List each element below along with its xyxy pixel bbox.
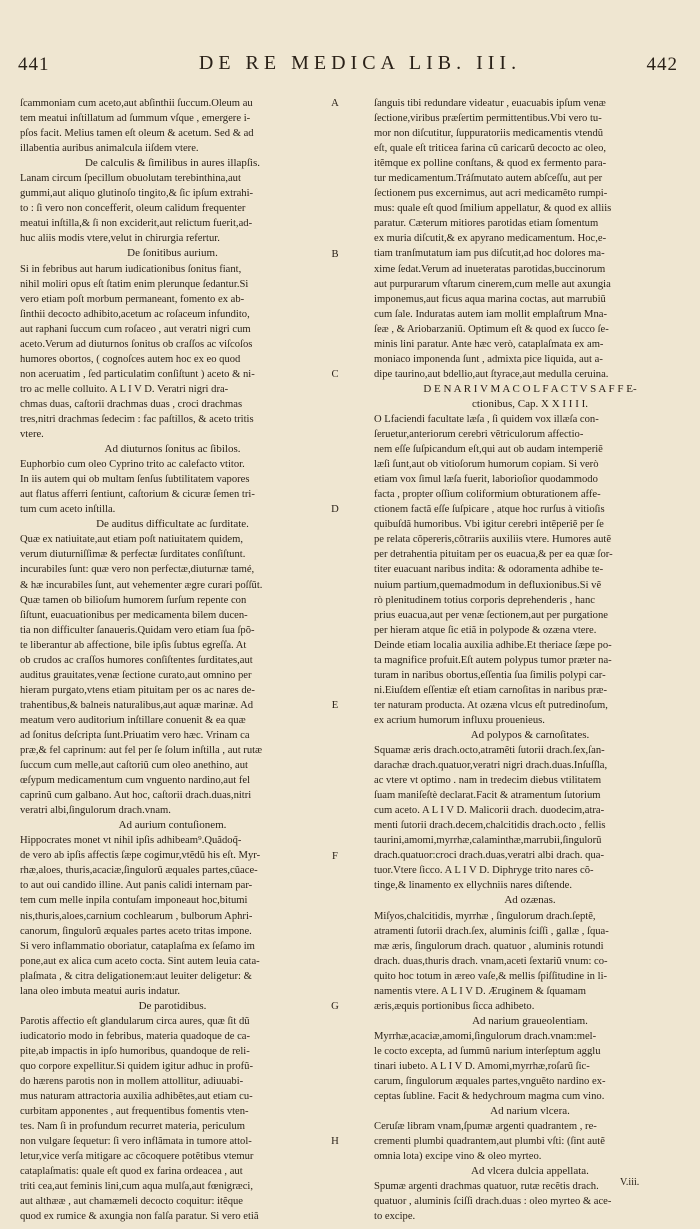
text-line: æris,æquis portionibus ſicca adhibeto. <box>374 1000 535 1012</box>
text-line: Ceruſæ libram vnam,ſpumæ argenti quadrantem , re- <box>374 1121 597 1133</box>
text-line: Euphorbio cum oleo Cyprino trito ac calefacto vtitor. <box>20 459 245 471</box>
text-line: auditus grauitates,venæ ſectione curato,aut omnino per <box>20 669 252 681</box>
text-line: vtere. <box>20 429 44 441</box>
text-line: do hærens parotis non in mollem attollitur, adiuuabi- <box>20 1076 244 1088</box>
catchword: V.iii. <box>620 1177 640 1188</box>
text-line: moniaco imponenda ſunt , admixta pice liquida, aut a- <box>374 353 603 365</box>
section-heading: De calculis & ſimilibus in aures illapſis. <box>84 157 261 170</box>
text-line: paratur. Cæterum mitiores parotidas etiam ſomentum <box>374 218 599 230</box>
text-line: imponemus,aut ficus aqua marina coctas, aut marrubiũ <box>374 293 606 305</box>
text-line: Si vero inflammatio oboriatur, cataplaſma ex ſeſamo im <box>20 940 255 952</box>
text-line: xime ſedat.Verum ad inueteratas parotidas,buccinorum <box>374 263 606 275</box>
margin-letter-d: D <box>331 504 339 516</box>
text-line: canorum, ſingulorũ æquales partes aceto tritas impone. <box>20 925 252 937</box>
text-line: tinge,& linamento ex ellychniis nares diſtende. <box>374 880 572 892</box>
text-line: namentis vtere. A L I V D. Æruginem & ſquamam <box>374 985 586 997</box>
text-line: ſiſtunt, euacuationibus per medicamenta bilem ducen- <box>20 609 248 621</box>
text-line: tuor.Vtere ſicco. A L I V D. Diphryge trito nares cõ- <box>374 865 594 877</box>
text-line: cum aceto. A L I V D. Malicorii drach. duodecim,atra- <box>374 805 605 817</box>
section-heading: De auditus difficultate ac ſurditate. <box>96 518 249 531</box>
text-line: titer euacuant naribus indita: & odoramenta adhibe te- <box>374 564 604 576</box>
section-heading: De ſonitibus aurium. <box>127 247 218 260</box>
text-line: chmas duas, caſtorii drachmas duas , croci drachmas <box>20 398 243 410</box>
margin-letter-f: F <box>332 850 338 862</box>
text-line: quod ex rumice & axungia non falſa paratur. Si vero etiã <box>20 1211 259 1223</box>
text-line: incurabiles ſunt: quæ vero non perfectæ,diuturnæ tamé, <box>20 564 255 576</box>
text-line: tro ac melle colluito. A L I V D. Veratri nigri dra- <box>20 383 229 395</box>
section-heading: Ad aurium contuſionem. <box>118 819 227 832</box>
section-heading: Ad vlcera dulcia appellata. <box>471 1165 589 1178</box>
text-line: letur,vice verſa mitigare ac cõcoquere potẽtibus vtemur <box>20 1151 254 1163</box>
text-line: Spumæ argenti drachmas quatuor, rutæ recẽtis drach. <box>374 1181 599 1193</box>
text-line: lana oleo imbuta meatui auris indatur. <box>20 985 181 997</box>
section-heading: De parotidibus. <box>138 999 207 1012</box>
text-line: ſuam maniſeſtè declarat.Facit & atramentum ſutorium <box>374 790 601 802</box>
text-line: In iis autem qui ob multam ſenſus ſubtilitatem vapores <box>20 474 250 486</box>
text-line: huc aliis modis vtere,velut in chirurgia refertur. <box>20 233 220 245</box>
left-page-number: 441 <box>18 54 50 75</box>
text-line: crementi plumbi quadrantem,aut plumbi vſti: (ſint autẽ <box>374 1136 605 1148</box>
section-heading: ctionibus, Cap. X X I I I I. <box>471 397 589 410</box>
text-line: mæ æris, ſingulorum drach. quatuor , aluminis rotundi <box>374 940 604 952</box>
text-line: Quæ ex natiuitate,aut etiam poſt natiuitatem quidem, <box>20 534 244 546</box>
text-line: ſinthii decocto adhibito,acetum ac roſaceum infundito, <box>20 308 250 320</box>
text-line: nihil moliri opus eſt ſtatim enim plerunque ſedantur.Si <box>20 278 249 290</box>
text-line: ad ſonitus deſcripta ſunt.Priuatim vero hæc. Vrinam ca <box>20 729 250 741</box>
text-line: tum cum aceto inſtilla. <box>20 504 116 516</box>
text-line: O Lfaciendi facultate læſa , ſi quidem vox illæſa con- <box>374 413 599 425</box>
text-line: Si in febribus aut harum iudicationibus ſonitus fiant, <box>20 263 242 275</box>
text-line: mus: quale eſt quod ſmilium appellatur, & quod ex alliis <box>374 203 612 215</box>
text-line: itẽmque ex polline conſtans, & quod ex fermento para- <box>374 158 607 170</box>
text-line: ni.Eiuſdem eſſentiæ eſt etiam carnoſitas in naribus præ- <box>374 684 608 696</box>
text-line: quito hoc totum in æreo vaſe,& mellis ſpiſſitudine in li- <box>374 970 608 982</box>
text-line: atramenti ſutorii drach.ſex, aluminis ſciſſi , gallæ , ſqua- <box>374 925 609 937</box>
text-line: Parotis affectio eſt glandularum circa aures, quæ ſit dũ <box>20 1015 250 1027</box>
text-line: tiam tranſmutatum iam pus diſcutit,ad hoc dolores ma- <box>374 248 605 260</box>
text-line: ob crudos ac craſſos humores conſiſtentes ſurditates,aut <box>20 654 253 666</box>
text-line: cataplaſmatis: quale eſt quod ex farina ordeacea , aut <box>20 1166 243 1178</box>
page-header <box>0 52 700 86</box>
text-line: quibuſdã humoribus. Vbi igitur cerebri intẽperiẽ per ſe <box>374 519 604 531</box>
text-line: gummi,aut aliquo glutinoſo tingito,& ſic ipſum extrahi- <box>20 188 254 200</box>
section-heading: Ad narium vlcera. <box>490 1105 570 1118</box>
text-line: darachæ drach.quatuor,veratri nigri drach.duas.Inſuſſla, <box>374 760 608 772</box>
text-line: meatui inſtilla,& ſi non exciderit,aut relictum fuerit,ad- <box>20 218 253 230</box>
section-heading: Ad polypos & carnoſitates. <box>470 728 590 741</box>
text-line: non vulgare ſequetur: ſi vero inflãmata in tumore attol- <box>20 1136 252 1148</box>
section-heading: Ad ozænas. <box>504 894 556 907</box>
text-line: tia non difficulter ſanaueris.Quidam vero etiam ſua ſpõ- <box>20 624 255 636</box>
margin-letter-c: C <box>331 368 339 380</box>
text-line: tres,nitri drachmas ſedecim : fac paſtillos, & aceto tritis <box>20 413 254 425</box>
text-line: facta , propter oſſium coliformium obturationem affe- <box>374 489 601 501</box>
left-text-column <box>20 96 325 1225</box>
text-line: per hieram atque ſic etiã in polypode & ozæna vtere. <box>374 624 597 636</box>
text-line: aut althææ , aut chamæmeli decocto coquitur: itẽque <box>20 1196 243 1208</box>
text-line: mus naturam attractoria auxilia adhibẽtes,aut etiam cu- <box>20 1091 253 1103</box>
section-heading: D E N A R I V M A C O L F A C T V S A F F E- <box>423 382 637 395</box>
text-line: taurini,amomi,myrrhæ,calaminthæ,marrubii,ſingulorũ <box>374 835 602 847</box>
text-line: Lanam circum ſpecillum obuolutam terebinthina,aut <box>20 173 241 185</box>
text-line: quatuor , aluminis ſciſſi drach.duas : oleo myrteo & ace- <box>374 1196 612 1208</box>
text-line: ta magnifice profuit.Eſt autem polypus tumor præter na- <box>374 654 612 666</box>
text-line: trahentibus,& balneis naturalibus,aut aquæ marinæ. Ad <box>20 699 254 711</box>
text-line: vero etiam poſt morbum permaneant, fomento ex ab- <box>20 293 245 305</box>
text-line: tem cum melle inpila contuſam imponeaut hoc,bitumi <box>20 895 248 907</box>
text-line: omnia lota) excipe vino & oleo myrteo. <box>374 1151 542 1163</box>
text-line: to aut oui candido illine. Aut panis calidi internam par- <box>20 880 253 892</box>
text-line: pone,aut ex alica cum aceto cocta. Sint autem leuia cata- <box>20 955 260 967</box>
right-page-number: 442 <box>646 54 678 75</box>
text-line: non aceruatim , ſed particulatim conſiſtunt ) aceto & ni- <box>20 368 255 380</box>
text-line: ſcammoniam cum aceto,aut abſinthii ſuccum.Oleum au <box>20 98 253 109</box>
text-line: eſt, quale eſt triticea farina cũ caricarũ decocto ac oleo, <box>374 143 607 155</box>
text-line: drach. duas,thuris drach. vnam,aceti ſextariũ vnum: co- <box>374 955 608 967</box>
text-line: ſuccum cum melle,aut caſtoriũ cum oleo anethino, aut <box>20 760 248 772</box>
text-line: tem meatui inſtillatum ad ſummum vſque , emergere i- <box>20 113 251 125</box>
text-line: hieram purgato,vtens etiam pituitam per os ac nares de- <box>20 684 255 696</box>
text-line: tinari iubeto. A L I V D. Amomi,myrrhæ,roſarũ ſic- <box>374 1061 590 1072</box>
text-line: ſectionem pus excernimus, aut acri medicamẽto rumpi- <box>374 188 608 200</box>
text-line: to excipe. <box>374 1211 416 1223</box>
text-line: de vero ab ipſis affectis ſæpe cogimur,vtẽdũ his eſt. Myr- <box>20 850 261 862</box>
section-heading: Ad diuturnos ſonitus ac ſibilos. <box>104 443 241 456</box>
text-line: tes. Nam ſi in profundum recurret materia, periculum <box>20 1121 246 1133</box>
text-line: nuium partium,quemadmodum in defluxionibus.Si vẽ <box>374 579 602 591</box>
text-line: læſi ſunt,aut ob vitioſorum humorum copiam. Si verò <box>374 459 599 471</box>
text-line: ex acrium humorum influxu prouenieus. <box>374 714 545 726</box>
text-line: verum diuturniſſimæ & perfectæ ſurditates conſiſtunt. <box>20 549 246 561</box>
text-line: mor non diſcutitur, ſuppuratoriis medicamentis vtendũ <box>374 128 604 140</box>
text-line: iudicatorio modo in febribus, materia quadoque de ca- <box>20 1030 251 1042</box>
text-line: ſeruetur,anteriorum cerebri vẽtriculorum affectio- <box>374 429 584 441</box>
text-line: nis,thuris,aloes,carnium cochlearum , bulborum Aphri- <box>20 910 253 922</box>
margin-letter-g: G <box>331 1001 339 1012</box>
text-line: Squamæ æris drach.octo,atramẽti ſutorii drach.ſex,ſan- <box>374 745 605 757</box>
text-line: menti ſutorii drach.decem,chalcitidis drach.octo , fellis <box>374 820 606 832</box>
text-line: pe relata cõpereris,cõtrariis auxiliis vtere. Humores autẽ <box>374 534 612 546</box>
text-line: & hæ incurabiles ſunt, aut vehementer ægre curari poſſũt. <box>20 579 263 591</box>
text-line: prius euacua,aut per venæ ſectionem,aut per purgatione <box>374 609 608 621</box>
text-line: plaſmata , & citra deligationem:aut leuiter deligetur: & <box>20 970 252 982</box>
text-line: tur medicamentum.Tráſmutato autem abſceſſu, aut per <box>374 173 603 185</box>
text-line: to : ſi vero non concefferit, oleum calidum frequenter <box>20 203 246 215</box>
text-line: rhæ,aloes, thuris,acaciæ,ſingulorũ æquales partes,cũace- <box>20 865 258 877</box>
text-line: te liberantur ab affectione, bile ipſis ſubtus egreſſa. At <box>20 639 247 651</box>
text-line: ctionem factã eſſe ſuſpicare , atque hoc rurſus à vitioſis <box>374 504 605 516</box>
text-line: veratri albi,ſingulorum drach.vnam. <box>20 805 171 817</box>
text-line: Deinde etiam localia auxilia adhibe.Et theriace ſæpe po- <box>374 639 612 651</box>
text-line: aceto.Verum ad diuturnos ſonitus ob craſſos ac viſcoſos <box>20 338 253 350</box>
text-line: caprinũ cum galbano. Aut hoc, caſtorii drach.duas,nitri <box>20 790 252 802</box>
margin-letter-e: E <box>331 700 339 711</box>
text-line: pite,ab impactis in ipſo humoribus, quandoque de reli- <box>20 1045 250 1057</box>
text-line: œſypum medicamentum cum vnguento nardino,aut fel <box>20 775 251 787</box>
text-line: quo corpore expellitur.Si quidem igitur adhuc in profũ- <box>20 1061 254 1072</box>
text-line: ex muria diſcutit,& ex apyrano medicamentum. Hoc,e- <box>374 233 607 245</box>
text-line: carum, ſingulorum æquales partes,vnguẽto nardino ex- <box>374 1076 606 1088</box>
text-line: aut raphani ſuccum cum roſaceo , aut veratri nigri cum <box>20 323 251 335</box>
margin-letter-a: A <box>331 98 339 109</box>
text-line: Hippocrates monet vt nihil ipſis adhibeam⁹.Quãdoq̃- <box>20 835 242 847</box>
text-line: minis lini paratur. Ante hæc verò, cataplaſmata ex am- <box>374 338 604 350</box>
right-text-column <box>374 96 686 1225</box>
text-line: ter naturam producta. At ozæna vlcus eſt putredinoſum, <box>374 699 608 711</box>
text-line: le cocto excepta, ad ſummũ narium interſeptum agglu <box>374 1045 601 1057</box>
text-line: aut purpurarum vſtarum cinerem,cum melle aut axungia <box>374 278 611 290</box>
text-line: dipe taurino,aut bdellio,aut ſtyrace,aut medulla ceruina. <box>374 368 609 380</box>
text-line: triti cea,aut feminis lini,cum aqua mulſa,aut fœnigræci, <box>20 1181 253 1193</box>
text-line: nem eſſe ſuſpicandum eſt,qui aut ob audam intemperiẽ <box>374 444 603 456</box>
text-line: drach.quatuor:croci drach.duas,veratri albi drach. qua- <box>374 850 605 862</box>
text-line: Quæ tamen ob bilioſum humorem ſurſum repente con <box>20 594 247 606</box>
margin-letter-h: H <box>331 1136 339 1148</box>
text-line: curbitam apponentes , aut frequentibus fomentis vten- <box>20 1106 249 1118</box>
section-heading: Ad narium graueolentiam. <box>472 1014 588 1027</box>
margin-letter-b: B <box>331 248 339 260</box>
text-line: turam in naribus obortus,eſſentia ſua ſimilis polypi car- <box>374 669 606 681</box>
text-line: humores obortos, ( cognoſces autem hoc ex eo quod <box>20 353 241 365</box>
text-line: etiam vox ſimul læſa fuerit, laborioſior quodammodo <box>374 474 598 486</box>
text-line: meatum vero auditorium inſtillare conuenit & ea quæ <box>20 714 246 726</box>
text-line: ac vtere vt optimo . nam in tredecim diebus vtilitatem <box>374 775 602 787</box>
text-line: Miſyos,chalcitidis, myrrhæ , ſingulorum drach.ſeptẽ, <box>374 910 596 922</box>
text-line: ceptas ſubline. Facit & hedychroum magma cum vino. <box>374 1091 605 1103</box>
text-line: illabentia auribus animalcula iiſdem vtere. <box>20 143 199 155</box>
text-line: ſectione,viribus præſertim permittentibus.Vbi vero tu- <box>374 113 602 125</box>
text-line: ſanguis tibi redundare videatur , euacuabis ipſum venæ <box>374 98 606 109</box>
text-line: Myrrhæ,acaciæ,amomi,ſingulorum drach.vnam:mel- <box>374 1030 597 1042</box>
text-line: præ,& fel caprinum: aut fel per ſe ſolum inſtilla , aut rutæ <box>20 745 263 757</box>
running-title: DE RE MEDICA LIB. III. <box>198 52 522 74</box>
text-line: ſeæ , & Ariobarzaniũ. Optimum eſt & quod ex ſucco ſe- <box>374 323 609 335</box>
text-line: per detrahentia pituitam per os euacua,& per ea quæ ſor- <box>374 549 613 561</box>
text-line: pſos facit. Melius tamen eſt oleum & acetum. Sed & ad <box>20 128 254 140</box>
text-line: aut flatus afferri ſentiunt, caſtorium & cicuræ ſemen tri- <box>20 489 255 501</box>
text-line: cum ſale. Induratas autem iam mollit emplaſtrum Mna- <box>374 308 607 320</box>
text-line: rò plenitudinem totius corporis deprehenderis , hanc <box>374 594 595 606</box>
